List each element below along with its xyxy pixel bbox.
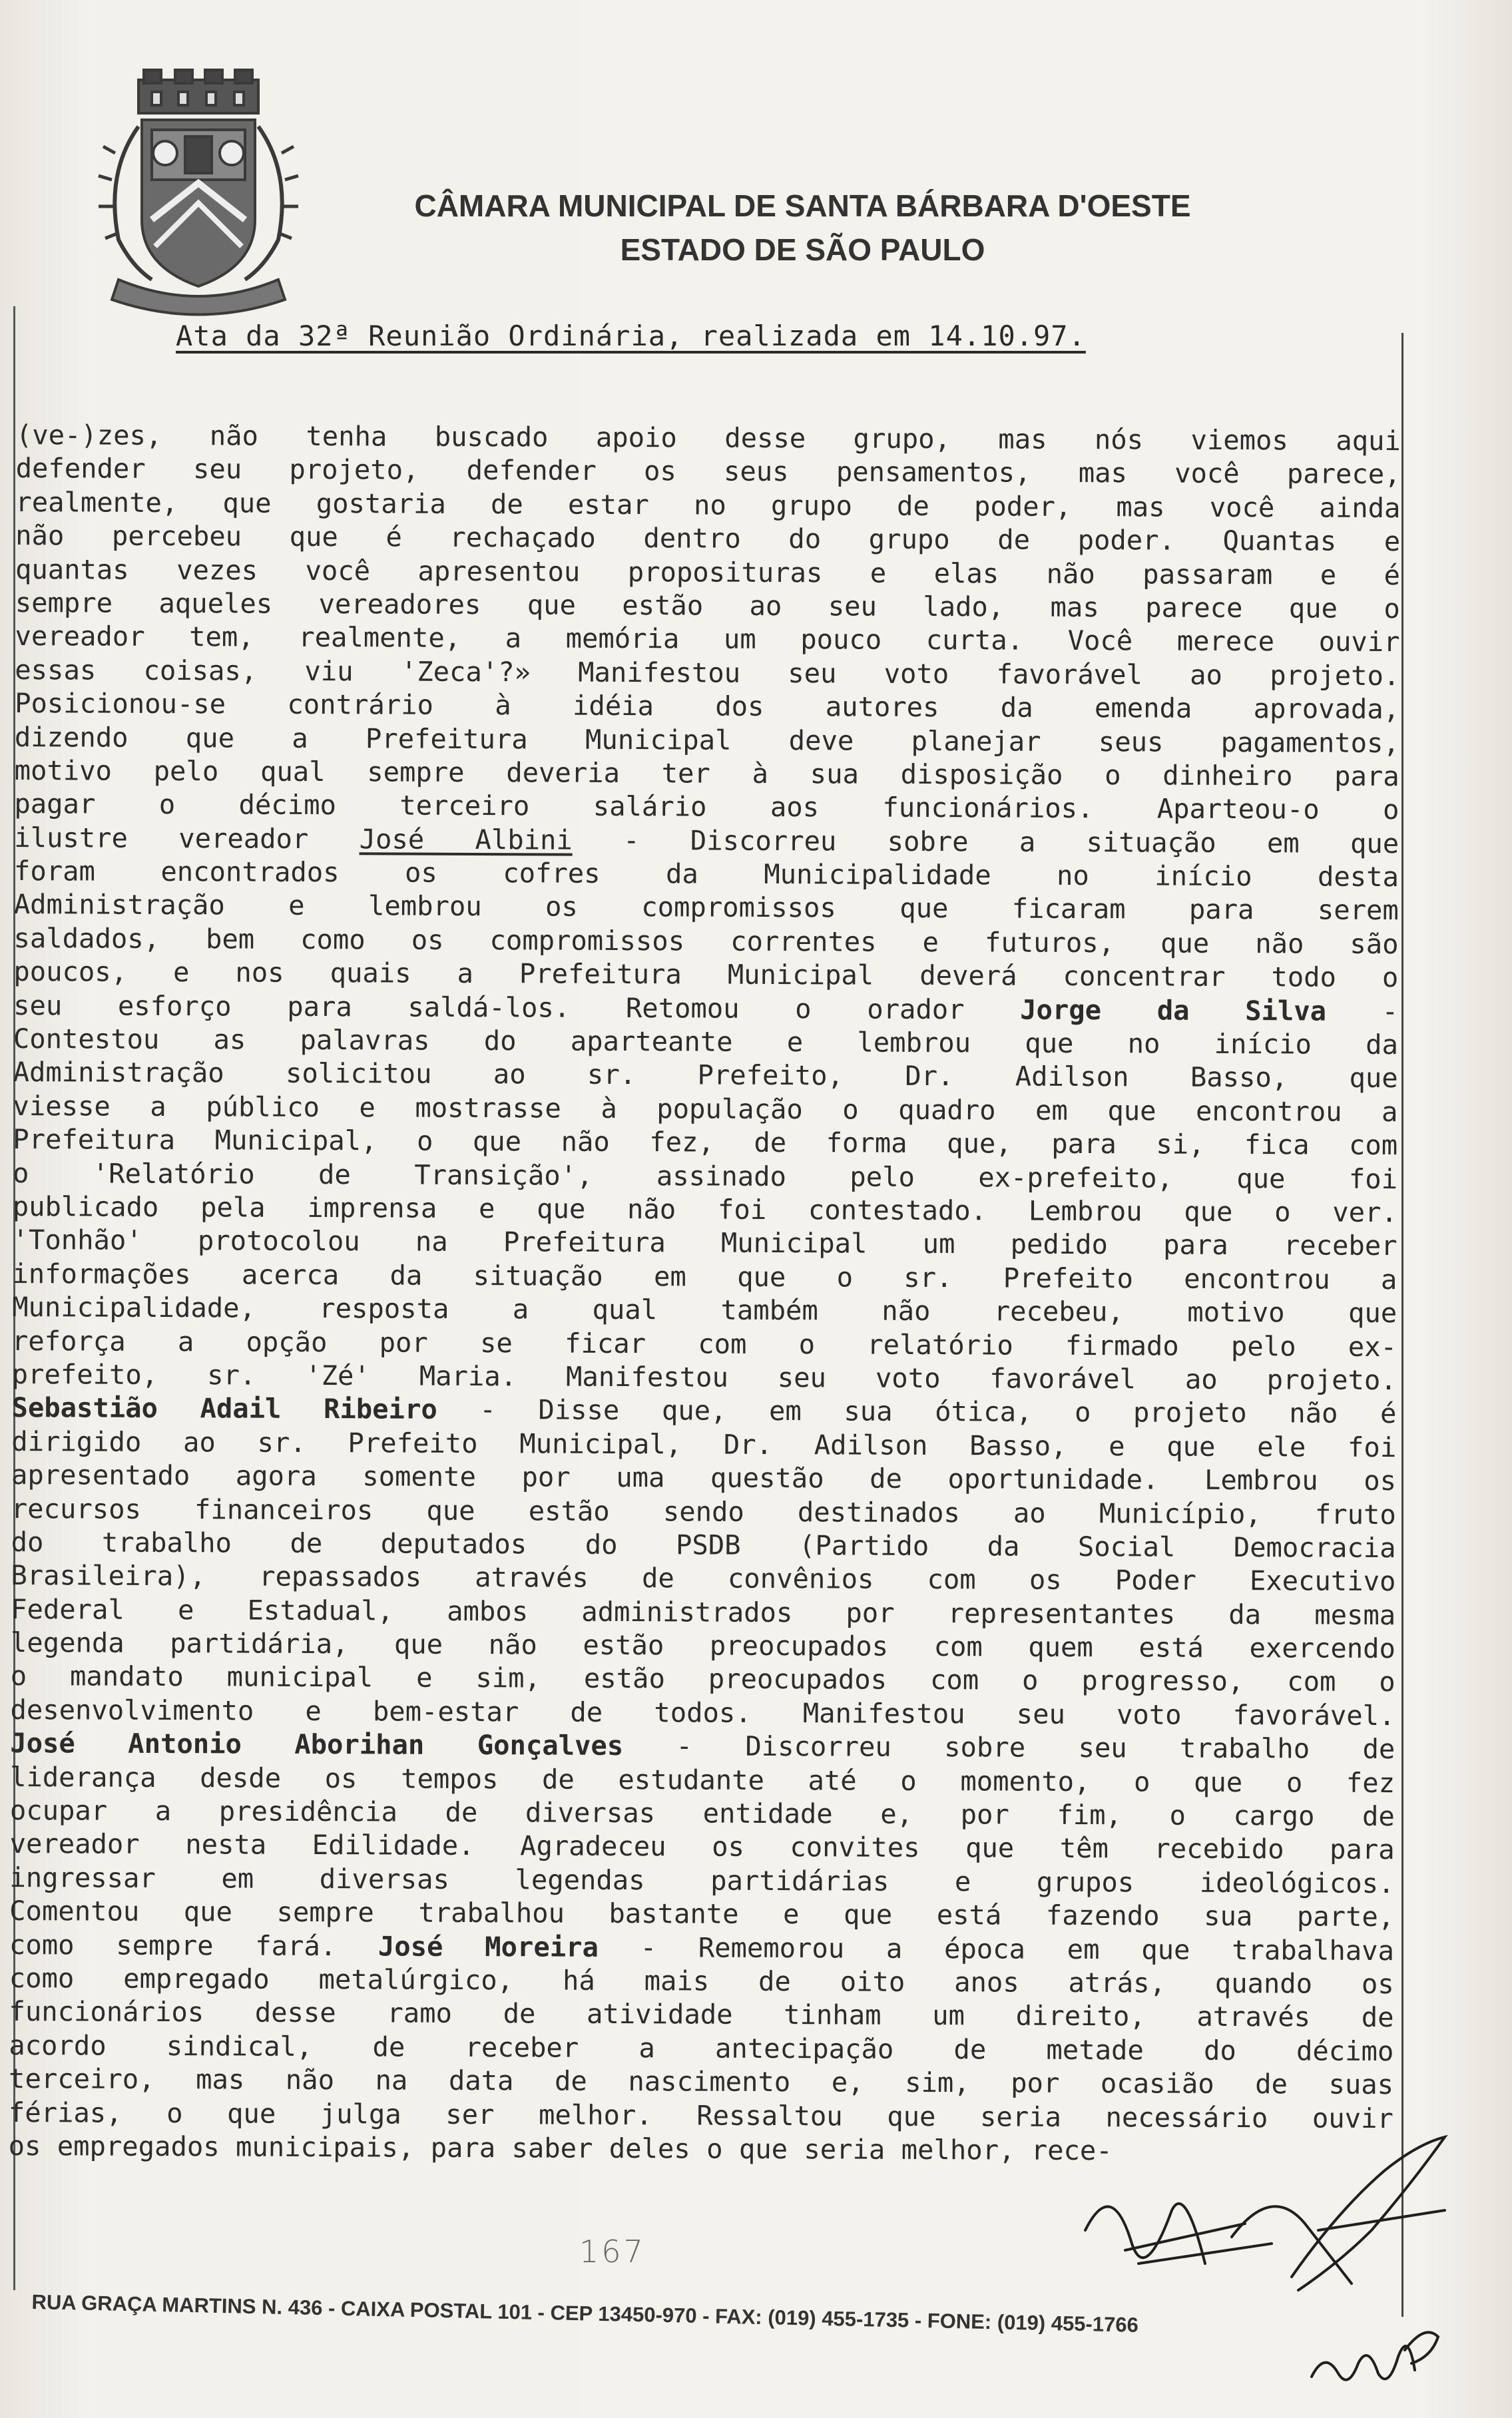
text-fragment: ilustre vereador xyxy=(14,821,360,855)
text-fragment: - xyxy=(1326,995,1399,1027)
text-line: Municipalidade, resposta a qual também não recebeu, motivo que xyxy=(12,1291,1397,1330)
text-fragment: - Discorreu sobre a situação em que xyxy=(572,824,1399,859)
speaker-name: Sebastião Adail Ribeiro xyxy=(11,1391,437,1426)
footer-address: RUA GRAÇA MARTINS N. 436 - CAIXA POSTAL 101 - CEP 13450-970 - FAX: (019) 455-1735 - FONE: (019) 455-1766 xyxy=(31,2290,1139,2337)
text-fragment: como sempre fará. xyxy=(9,1928,379,1962)
text-line: do trabalho de deputados do PSDB (Partido da Social Democracia xyxy=(11,1525,1396,1564)
text-line: como empregado metalúrgico, há mais de oito anos atrás, quando os xyxy=(9,1961,1394,2001)
text-line xyxy=(10,1726,1395,1766)
text-line: dizendo que a Prefeitura Municipal deve planejar seus pagamentos, xyxy=(14,720,1399,759)
text-line: legenda partidária, que não estão preocupados com quem está exercendo xyxy=(10,1626,1396,1665)
text-line: desenvolvimento e bem-estar de todos. Manifestou seu voto favorável. xyxy=(10,1693,1395,1732)
text-line: dirigido ao sr. Prefeito Municipal, Dr. Adilson Basso, e que ele foi xyxy=(11,1425,1397,1463)
speaker-name: José Moreira xyxy=(378,1929,599,1963)
text-line: sempre aqueles vereadores que estão ao seu lado, mas parece que o xyxy=(15,586,1400,625)
text-line: ocupar a presidência de diversas entidade e, por fim, o cargo de xyxy=(9,1794,1395,1833)
text-line xyxy=(14,821,1399,860)
speaker-name: José Albini xyxy=(359,822,573,856)
text-line: Administração solicitou ao sr. Prefeito, Dr. Adilson Basso, que xyxy=(13,1056,1398,1094)
text-line: publicado pela imprensa e que não foi contestado. Lembrou que o ver. xyxy=(12,1190,1397,1229)
text-line: informações acerca da situação em que o sr. Prefeito encontrou a xyxy=(12,1257,1397,1296)
text-fragment: - Rememorou a época em que trabalhava xyxy=(598,1931,1395,1967)
speaker-name: Jorge da Silva xyxy=(1020,993,1327,1027)
text-line: quantas vezes você apresentou proposituras e elas não passaram e é xyxy=(15,553,1401,591)
text-line: Administração e lembrou os compromissos que ficaram para serem xyxy=(13,888,1399,927)
text-fragment: - Disse que, em sua ótica, o projeto não é xyxy=(437,1393,1397,1430)
text-fragment: - Discorreu sobre seu trabalho de xyxy=(623,1730,1395,1766)
text-line: não percebeu que é rechaçado dentro do grupo de poder. Quantas e xyxy=(15,519,1401,558)
text-line: vereador tem, realmente, a memória um pouco curta. Você merece ouvir xyxy=(15,620,1400,658)
text-line: funcionários desse ramo de atividade tinham um direito, através de xyxy=(9,1995,1394,2034)
text-line xyxy=(13,989,1398,1028)
text-line: foram encontrados os cofres da Municipalidade no início desta xyxy=(13,855,1399,893)
text-line: reforça a opção por se ficar com o relatório firmado pelo ex- xyxy=(11,1324,1397,1363)
text-line: o 'Relatório de Transição', assinado pelo ex-prefeito, que foi xyxy=(12,1156,1398,1195)
text-line: o mandato municipal e sim, estão preocupados com o progresso, com o xyxy=(10,1660,1395,1698)
text-line: terceiro, mas não na data de nascimento e, sim, por ocasião de suas xyxy=(9,2062,1394,2101)
text-line: poucos, e nos quais a Prefeitura Municipal deverá concentrar todo o xyxy=(13,955,1399,994)
text-line: saldados, bem como os compromissos correntes e futuros, que não são xyxy=(13,921,1399,960)
text-line: Contestou as palavras do aparteante e lembrou que no início da xyxy=(13,1023,1399,1061)
minutes-body xyxy=(9,418,1401,2168)
text-line: ingressar em diversas legendas partidárias e grupos ideológicos. xyxy=(9,1861,1395,1899)
right-margin-rule xyxy=(1401,333,1403,2317)
text-line: viesse a público e mostrasse à população o quadro em que encontrou a xyxy=(13,1089,1398,1128)
text-line: essas coisas, viu 'Zeca'?» Manifestou seu voto favorável ao projeto. xyxy=(15,653,1400,692)
page-number: 167 xyxy=(579,2234,646,2270)
text-line: Prefeitura Municipal, o que não fez, de forma que, para si, fica com xyxy=(13,1123,1398,1162)
speaker-name: José Antonio Aborihan Gonçalves xyxy=(10,1727,624,1762)
text-line: (ve-)zes, não tenha buscado apoio desse grupo, mas nós viemos aqui xyxy=(15,419,1401,457)
text-line: recursos financeiros que estão sendo destinados ao Município, fruto xyxy=(11,1492,1396,1531)
institution-title: CÂMARA MUNICIPAL DE SANTA BÁRBARA D'OESTE xyxy=(414,188,1191,223)
text-line: apresentado agora somente por uma questão de oportunidade. Lembrou os xyxy=(11,1459,1397,1497)
text-line: os empregados municipais, para saber deles o que seria melhor, rece- xyxy=(8,2129,1113,2167)
text-line: Federal e Estadual, ambos administrados por representantes da mesma xyxy=(11,1592,1396,1631)
text-line: prefeito, sr. 'Zé' Maria. Manifestou seu voto favorável ao projeto. xyxy=(11,1357,1397,1396)
text-fragment: seu esforço para saldá-los. Retomou o orador xyxy=(13,989,1021,1026)
text-line xyxy=(9,1928,1394,1967)
text-line: 'Tonhão' protocolou na Prefeitura Municipal um pedido para receber xyxy=(12,1224,1397,1262)
text-line: pagar o décimo terceiro salário aos funcionários. Aparteou-o o xyxy=(14,788,1399,826)
text-line: acordo sindical, de receber a antecipação de metade do décimo xyxy=(9,2029,1394,2067)
text-line: Comentou que sempre trabalhou bastante e que está fazendo sua parte, xyxy=(9,1895,1395,1933)
text-line: Posicionou-se contrário à idéia dos autores da emenda aprovada, xyxy=(15,687,1400,726)
text-line: vereador nesta Edilidade. Agradeceu os convites que têm recebido para xyxy=(9,1827,1395,1866)
text-line: liderança desde os tempos de estudante até o momento, o que o fez xyxy=(9,1760,1395,1799)
text-line xyxy=(11,1391,1396,1430)
text-line: defender seu projeto, defender os seus pensamentos, mas você parece, xyxy=(15,452,1401,491)
text-line: realmente, que gostaria de estar no grupo de poder, mas você ainda xyxy=(15,485,1401,524)
signature-icon xyxy=(1072,2130,1471,2303)
text-line: motivo pelo qual sempre deveria ter à sua disposição o dinheiro para xyxy=(14,754,1399,792)
minutes-heading: Ata da 32ª Reunião Ordinária, realizada em 14.10.97. xyxy=(176,320,1086,352)
state-subtitle: ESTADO DE SÃO PAULO xyxy=(620,232,985,267)
text-line: férias, o que julga ser melhor. Ressaltou que seria necessário ouvir xyxy=(8,2096,1393,2134)
text-line: Brasileira), repassados através de convênios com os Poder Executivo xyxy=(11,1559,1396,1598)
